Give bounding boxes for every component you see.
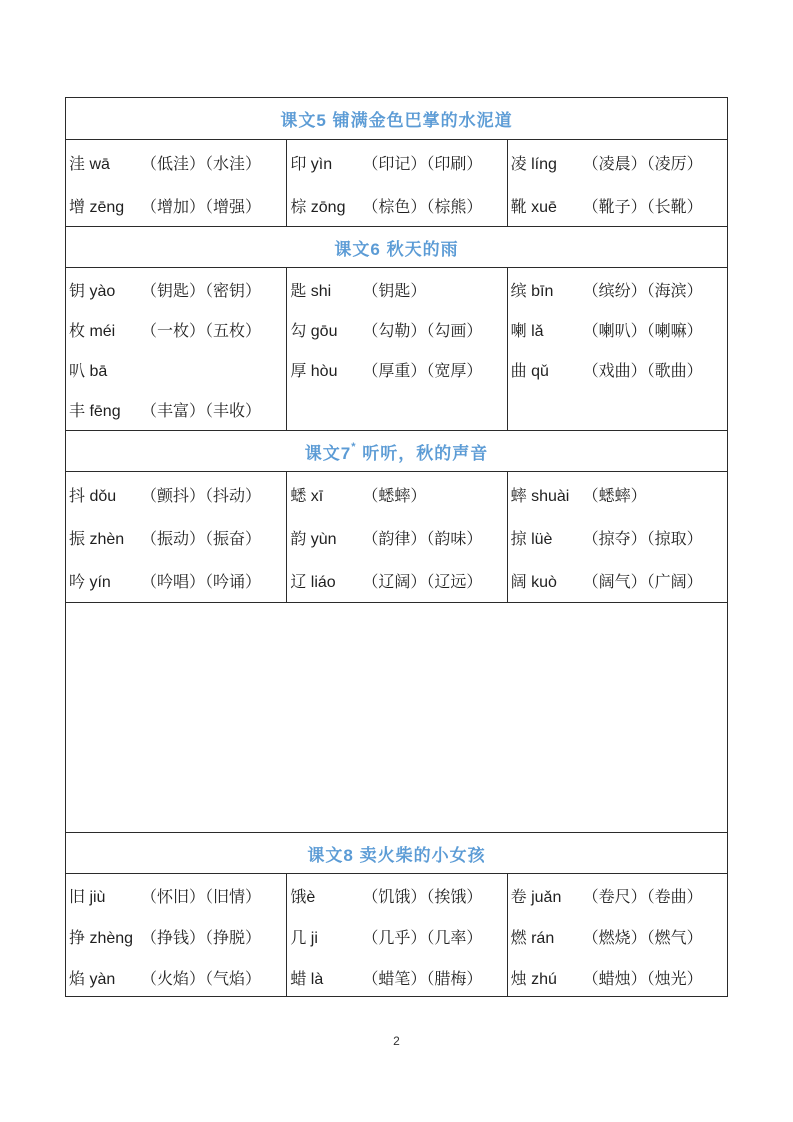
vocab-entry [69, 269, 284, 309]
vocab-entry [290, 184, 504, 226]
vocab-entry [69, 389, 284, 429]
vocab-entry [69, 184, 284, 226]
vocab-char-pinyin: 枚 méi [69, 322, 116, 340]
vocab-entry [511, 141, 725, 184]
vocab-entry [511, 957, 725, 996]
vocab-entry [511, 916, 725, 957]
vocab-entry [290, 473, 504, 516]
vocab-example-words: （阔气）（广阔） [582, 574, 703, 591]
vocab-example-words: （蟋蟀） [362, 488, 427, 505]
vocab-example-words: （吟唱）（吟诵） [141, 574, 262, 591]
empty-row [66, 602, 727, 832]
vocab-entry [290, 269, 504, 309]
table-cell [286, 268, 506, 430]
vocab-example-words: （怀旧）（旧情） [141, 889, 262, 906]
vocab-char-pinyin: 匙 shi [290, 282, 332, 300]
vocab-char-pinyin: 印 yìn [290, 156, 333, 173]
vocab-char-pinyin: 蟋 xī [290, 488, 324, 505]
section-title-superscript: * [351, 440, 357, 453]
section-header-row [66, 430, 727, 471]
table-cell [286, 874, 506, 996]
vocab-entry [290, 916, 504, 957]
vocab-entry [290, 141, 504, 184]
vocab-entry [69, 516, 284, 559]
vocab-example-words: （蜡笔）（腊梅） [362, 971, 483, 988]
vocab-char-pinyin: 丰 fēng [69, 402, 121, 420]
section-title: 课文8 卖火柴的小女孩 [307, 845, 486, 865]
section-header-row [66, 832, 727, 873]
vocab-char-pinyin: 焰 yàn [69, 971, 116, 988]
table-cell [507, 874, 727, 996]
vocab-example-words: （颤抖）（抖动） [141, 488, 262, 505]
vocab-entry [69, 875, 284, 916]
vocab-char-pinyin: 饿è [290, 889, 316, 906]
section-content-row [66, 139, 727, 226]
vocab-example-words: （厚重）（宽厚） [362, 362, 483, 380]
table-cell [66, 874, 286, 996]
vocab-entry [511, 349, 725, 389]
page-number: 2 [393, 1034, 400, 1048]
vocab-char-pinyin: 几 ji [290, 930, 318, 947]
section-title: 课文5 铺满金色巴掌的水泥道 [280, 111, 513, 130]
vocab-example-words: （火焰）（气焰） [141, 971, 262, 988]
vocab-example-words: （低洼）（水洼） [141, 156, 262, 173]
vocab-entry [511, 559, 725, 602]
table-cell [286, 140, 506, 226]
vocab-entry [69, 309, 284, 349]
table-cell [66, 472, 286, 602]
section-title: 课文7 [304, 443, 352, 463]
vocab-example-words: （蟋蟀） [582, 488, 647, 505]
vocab-entry [69, 349, 284, 389]
vocab-char-pinyin: 阔 kuò [510, 574, 557, 591]
vocab-char-pinyin: 钥 yào [69, 282, 116, 300]
table-cell [507, 268, 727, 430]
vocab-example-words: （印记）（印刷） [362, 156, 483, 173]
section-header-row [66, 226, 727, 267]
table-cell [507, 472, 727, 602]
vocab-char-pinyin: 叭 bā [69, 362, 108, 380]
vocab-example-words: （钥匙） [362, 282, 427, 300]
table-cell [507, 140, 727, 226]
vocab-entry [511, 184, 725, 226]
vocab-char-pinyin: 凌 líng [510, 156, 557, 173]
vocab-example-words: （振动）（振奋） [141, 531, 262, 548]
vocab-example-words: （棕色）（棕熊） [362, 199, 483, 216]
vocab-char-pinyin: 勾 gōu [290, 322, 338, 340]
section-title: 课文6 秋天的雨 [334, 239, 459, 259]
vocab-example-words: （戏曲）（歌曲） [582, 362, 703, 380]
vocab-char-pinyin: 棕 zōng [290, 199, 346, 216]
vocab-char-pinyin: 旧 jiù [69, 889, 106, 906]
section-content-row [66, 471, 727, 602]
section-title-rest: 听听，秋的声音 [356, 443, 489, 463]
vocab-entry [290, 875, 504, 916]
vocab-example-words: （掠夺）（掠取） [582, 531, 703, 548]
vocab-example-words: （钥匙）（密钥） [141, 282, 262, 300]
vocab-entry [69, 916, 284, 957]
vocab-char-pinyin: 蟀 shuài [510, 488, 570, 505]
vocab-example-words: （燃烧）（燃气） [582, 930, 703, 947]
vocab-char-pinyin: 挣 zhèng [69, 930, 134, 947]
vocab-example-words: （几乎）（几率） [362, 930, 483, 947]
vocab-entry [69, 141, 284, 184]
vocab-char-pinyin: 抖 dǒu [69, 488, 117, 505]
vocab-entry [290, 957, 504, 996]
vocab-example-words: （增加）（增强） [141, 199, 262, 216]
vocab-char-pinyin: 缤 bīn [510, 282, 554, 300]
vocab-example-words: （韵律）（韵味） [362, 531, 483, 548]
table-cell [66, 268, 286, 430]
vocab-entry [69, 957, 284, 996]
section-content-row [66, 873, 727, 996]
section-content-row [66, 267, 727, 430]
vocab-entry [511, 875, 725, 916]
vocab-char-pinyin: 振 zhèn [69, 531, 125, 548]
vocab-entry [511, 516, 725, 559]
vocab-example-words: （丰富）（丰收） [141, 402, 262, 420]
vocab-char-pinyin: 喇 lǎ [510, 322, 544, 340]
vocab-example-words: （卷尺）（卷曲） [582, 889, 703, 906]
vocab-entry [511, 473, 725, 516]
vocab-example-words: （一枚）（五枚） [141, 322, 262, 340]
vocab-char-pinyin: 增 zēng [69, 199, 125, 216]
vocab-example-words: （挣钱）（挣脱） [141, 930, 262, 947]
vocab-entry [290, 516, 504, 559]
vocab-char-pinyin: 韵 yùn [290, 531, 337, 548]
vocab-example-words: （缤纷）（海滨） [582, 282, 703, 300]
vocab-example-words: （辽阔）（辽远） [362, 574, 483, 591]
vocab-char-pinyin: 蜡 là [290, 971, 324, 988]
table-cell [66, 140, 286, 226]
vocab-char-pinyin: 洼 wā [69, 156, 110, 173]
vocab-char-pinyin: 靴 xuē [510, 199, 557, 216]
vocab-char-pinyin: 厚 hòu [290, 362, 338, 380]
vocab-char-pinyin: 辽 liáo [290, 574, 336, 591]
vocab-example-words: （靴子）（长靴） [582, 199, 703, 216]
vocab-entry [290, 559, 504, 602]
vocab-entry [69, 559, 284, 602]
vocabulary-table [65, 97, 728, 997]
vocab-char-pinyin: 卷 juǎn [510, 889, 562, 906]
vocab-entry [69, 473, 284, 516]
vocab-example-words: （凌晨）（凌厉） [582, 156, 703, 173]
vocab-example-words: （喇叭）（喇嘛） [582, 322, 703, 340]
vocab-example-words: （饥饿）（挨饿） [362, 889, 483, 906]
vocab-char-pinyin: 吟 yín [69, 574, 111, 591]
section-header-row [66, 98, 727, 139]
vocab-entry [290, 309, 504, 349]
vocab-char-pinyin: 掠 lüè [510, 531, 553, 548]
vocab-example-words: （勾勒）（勾画） [362, 322, 483, 340]
vocab-char-pinyin: 曲 qǔ [510, 362, 549, 380]
table-cell [286, 472, 506, 602]
vocab-entry [290, 349, 504, 389]
vocab-entry [511, 269, 725, 309]
vocab-entry [511, 309, 725, 349]
vocab-char-pinyin: 烛 zhú [510, 971, 557, 988]
vocab-example-words: （蜡烛）（烛光） [582, 971, 703, 988]
vocab-char-pinyin: 燃 rán [510, 930, 555, 947]
